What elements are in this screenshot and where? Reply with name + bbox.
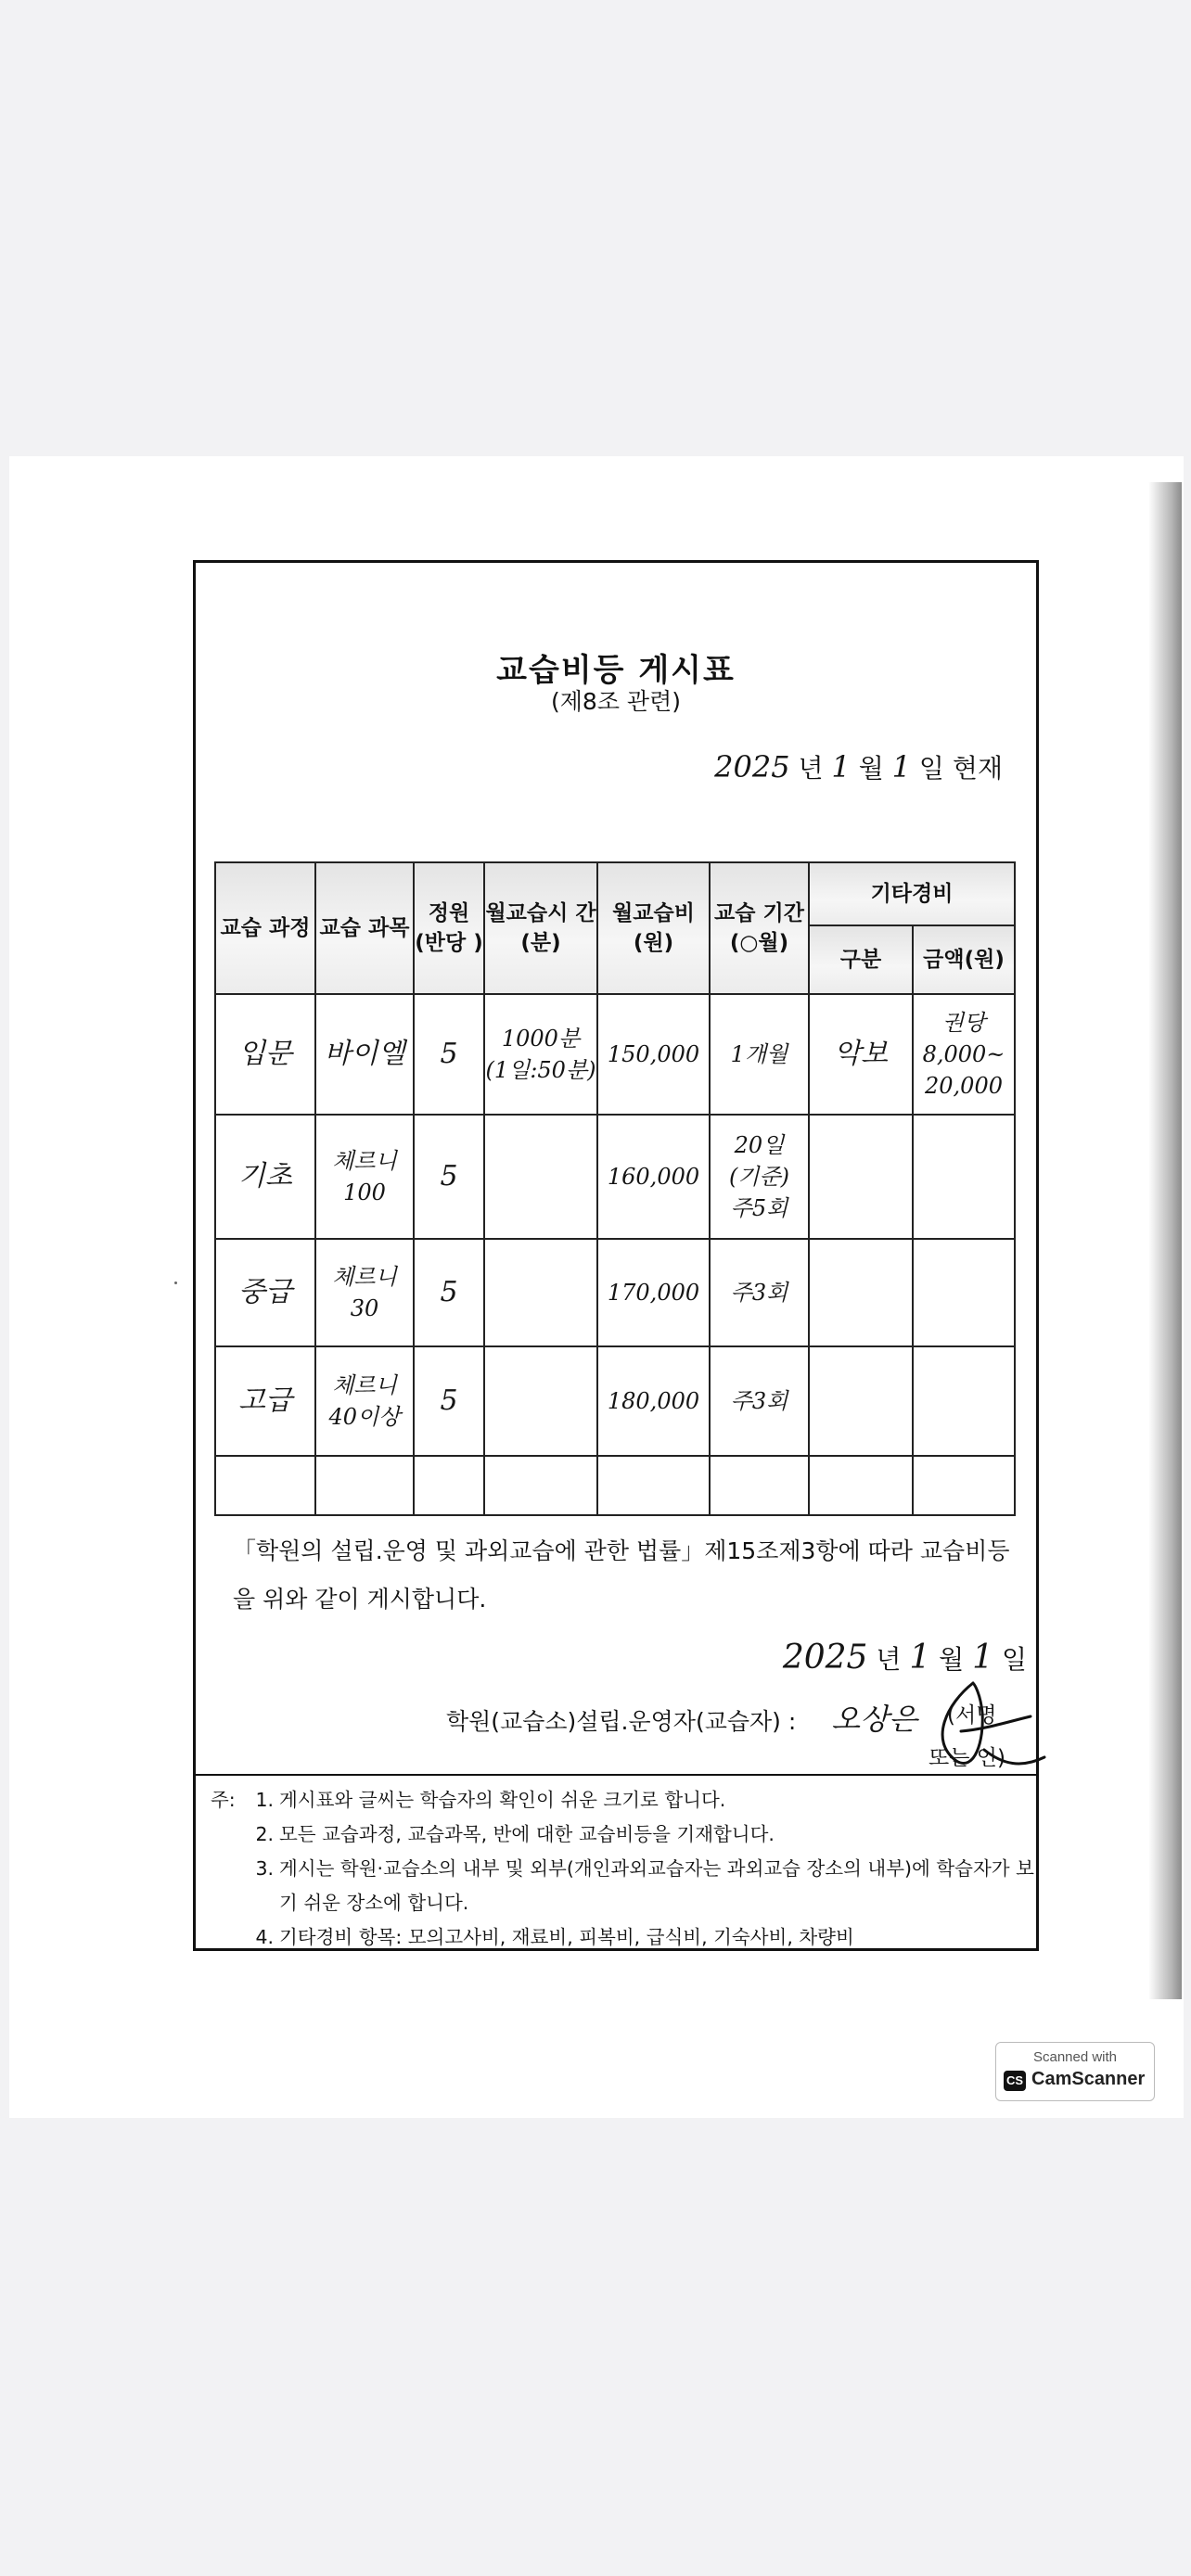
cell-hours xyxy=(484,1239,597,1346)
cell-capacity: 5 xyxy=(414,1346,484,1456)
cell-amount xyxy=(913,1239,1015,1346)
cell-period: 1개월 xyxy=(710,994,809,1115)
cell-category xyxy=(809,1239,913,1346)
header-monthly-hours: 월교습시 간(분) xyxy=(484,862,597,994)
cell-category xyxy=(809,1346,913,1456)
table-row xyxy=(215,1239,1015,1346)
header-monthly-fee: 월교습비 (원) xyxy=(597,862,710,994)
header-category: 구분 xyxy=(809,925,913,994)
page-edge-shadow xyxy=(1148,482,1182,1999)
header-period: 교습 기간 (○월) xyxy=(710,862,809,994)
notes-section xyxy=(211,1783,1036,1955)
table-header-row xyxy=(215,862,1015,925)
scan-speck xyxy=(174,1282,177,1284)
cell-subject: 바이엘 xyxy=(315,994,414,1115)
note-item: 3. 게시는 학원·교습소의 내부 및 외부(개인과외교습자는 과외교습 장소의 내부)에 학습자가 보기 쉬운 장소에 합니다. xyxy=(255,1857,1034,1914)
cell-course: 입문 xyxy=(215,994,315,1115)
seal-label: (서명 또는 인) xyxy=(928,1703,1005,1770)
note-item: 4. 기타경비 항목: 모의고사비, 재료비, 피복비, 급식비, 기숙사비, 차량비 xyxy=(255,1926,854,1948)
document-subtitle: (제8조 관련) xyxy=(551,688,681,715)
legal-notice: 「학원의 설립.운영 및 과외교습에 관한 법률」제15조제3항에 따라 교습비등을 위와 같이 게시합니다. xyxy=(233,1537,1010,1613)
operator-line xyxy=(446,1696,917,1739)
cell-course: 기초 xyxy=(215,1115,315,1239)
cell-category xyxy=(809,1115,913,1239)
cell-subject: 체르니 30 xyxy=(315,1239,414,1346)
cell-subject: 체르니 40이상 xyxy=(315,1346,414,1456)
camscanner-badge: Scanned with CS CamScanner xyxy=(995,2042,1155,2101)
cell-course: 중급 xyxy=(215,1239,315,1346)
signature-date: 2025 년 1 월 1 일 xyxy=(782,1639,1027,1677)
cell-period: 주3회 xyxy=(710,1239,809,1346)
header-amount: 금액(원) xyxy=(913,925,1015,994)
table-row-empty xyxy=(215,1456,1015,1515)
cell-amount: 권당 8,000~ 20,000 xyxy=(913,994,1015,1115)
fee-notice-document xyxy=(193,560,1039,1951)
cell-period: 20일 (기준) 주5회 xyxy=(710,1115,809,1239)
cell-category: 악보 xyxy=(809,994,913,1115)
header-course: 교습 과정 xyxy=(215,862,315,994)
cell-hours: 1000분 (1일:50분) xyxy=(484,994,597,1115)
cell-fee: 160,000 xyxy=(597,1115,710,1239)
table-row xyxy=(215,1115,1015,1239)
cell-hours xyxy=(484,1346,597,1456)
fee-table xyxy=(214,861,1016,1516)
handwritten-signature xyxy=(919,1676,1049,1778)
header-other-costs: 기타경비 xyxy=(809,862,1015,925)
cell-fee: 180,000 xyxy=(597,1346,710,1456)
cell-amount xyxy=(913,1346,1015,1456)
table-row xyxy=(215,1346,1015,1456)
date-year: 2025 xyxy=(714,749,790,784)
cell-period: 주3회 xyxy=(710,1346,809,1456)
header-subject: 교습 과목 xyxy=(315,862,414,994)
cell-capacity: 5 xyxy=(414,1239,484,1346)
cell-course: 고급 xyxy=(215,1346,315,1456)
cell-amount xyxy=(913,1115,1015,1239)
note-item: 2. 모든 교습과정, 교습과목, 반에 대한 교습비등을 기재합니다. xyxy=(255,1823,775,1845)
header-capacity: 정원 (반당 ) xyxy=(414,862,484,994)
operator-name: 오상은 xyxy=(831,1702,917,1737)
cell-fee: 170,000 xyxy=(597,1239,710,1346)
camscanner-logo-icon: CS xyxy=(1004,2071,1026,2091)
table-row xyxy=(215,994,1015,1115)
note-item: 주: 1. 게시표와 글씨는 학습자의 확인이 쉬운 크기로 합니다. xyxy=(211,1789,726,1811)
cell-capacity: 5 xyxy=(414,994,484,1115)
notes-divider xyxy=(196,1774,1036,1776)
current-date: 2025 년 1 월 1 일 현재 xyxy=(714,749,1003,784)
cell-fee: 150,000 xyxy=(597,994,710,1115)
date-month: 1 xyxy=(831,749,851,784)
cell-subject: 체르니 100 xyxy=(315,1115,414,1239)
date-day: 1 xyxy=(891,749,912,784)
cell-capacity: 5 xyxy=(414,1115,484,1239)
operator-label: 학원(교습소)설립.운영자(교습자) : xyxy=(446,1708,797,1735)
cell-hours xyxy=(484,1115,597,1239)
document-title: 교습비등 게시표 xyxy=(496,652,736,689)
